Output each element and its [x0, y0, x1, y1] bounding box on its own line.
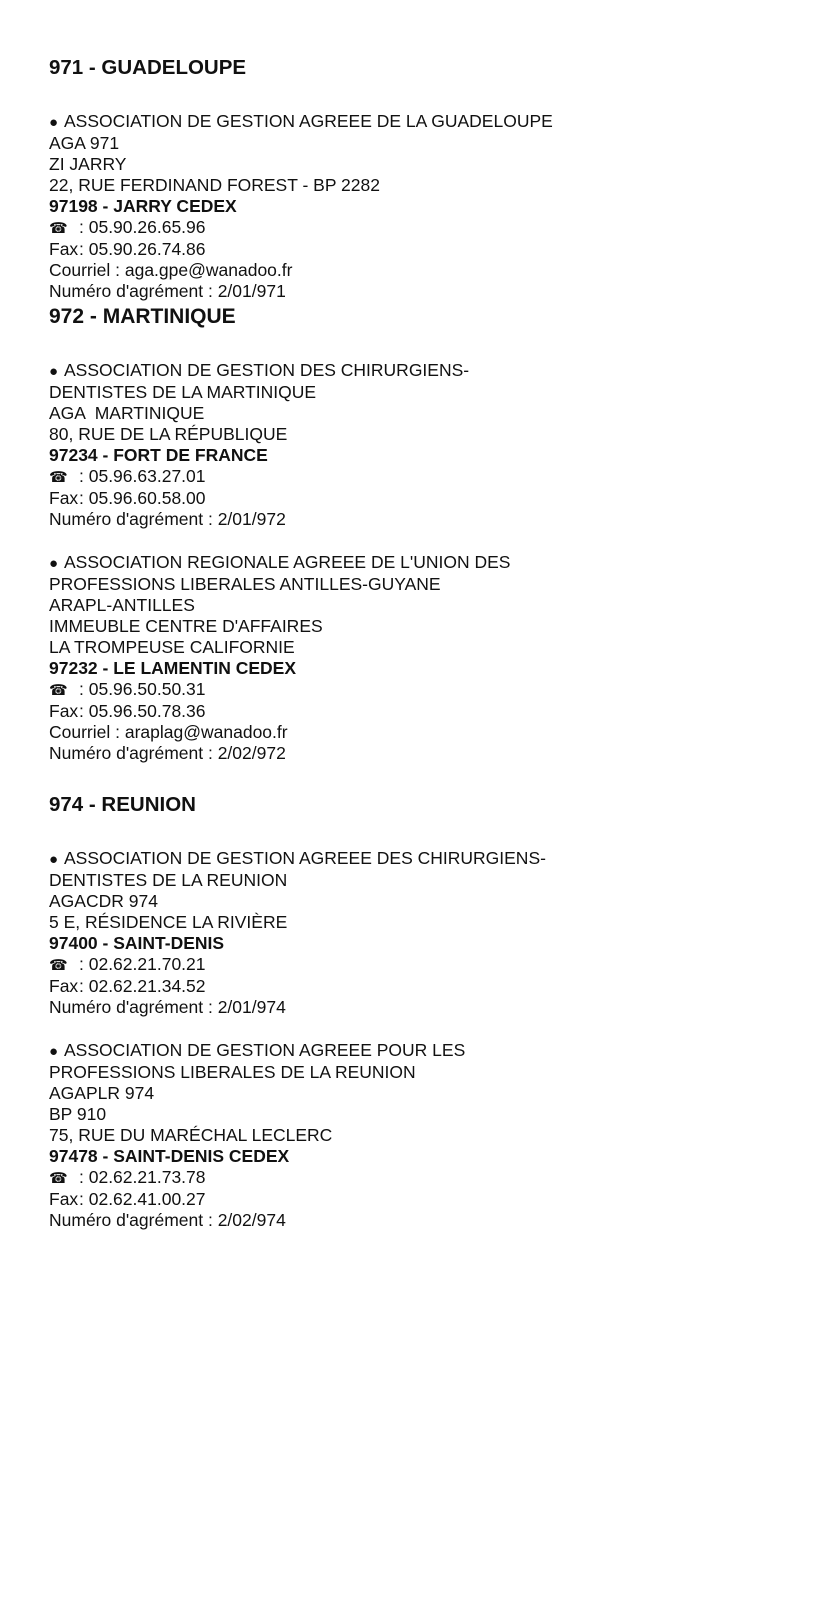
fax-label: Fax	[49, 701, 79, 721]
bullet-icon: ●	[49, 1043, 59, 1060]
address-line: 5 E, RÉSIDENCE LA RIVIÈRE	[49, 912, 288, 932]
association-acronym: AGAPLR 974	[49, 1083, 155, 1103]
fax-number: : 02.62.41.00.27	[79, 1189, 206, 1209]
agrement-number: Numéro d'agrément : 2/01/972	[49, 509, 286, 529]
phone-number: : 05.90.26.65.96	[79, 217, 206, 237]
association-entry	[49, 360, 809, 530]
association-name-cont: DENTISTES DE LA REUNION	[49, 870, 288, 890]
association-name: ASSOCIATION REGIONALE AGREEE DE L'UNION DES	[63, 552, 511, 572]
directory-page	[49, 55, 809, 1231]
fax-label: Fax	[49, 239, 79, 259]
agrement-number: Numéro d'agrément : 2/02/972	[49, 743, 286, 763]
fax-number: : 05.96.60.58.00	[79, 488, 206, 508]
association-name: ASSOCIATION DE GESTION AGREEE DES CHIRURGIENS-	[63, 848, 546, 868]
address-line: 22, RUE FERDINAND FOREST - BP 2282	[49, 175, 380, 195]
postal-city: 97478 - SAINT-DENIS CEDEX	[49, 1146, 290, 1166]
association-name-cont: PROFESSIONS LIBERALES ANTILLES-GUYANE	[49, 574, 441, 594]
association-acronym: AGA 971	[49, 133, 120, 153]
fax-label: Fax	[49, 976, 79, 996]
fax-number: : 05.96.50.78.36	[79, 701, 206, 721]
telephone-icon: ☎	[49, 220, 68, 237]
association-acronym: AGACDR 974	[49, 891, 158, 911]
association-name-cont: DENTISTES DE LA MARTINIQUE	[49, 382, 317, 402]
address-line: IMMEUBLE CENTRE D'AFFAIRES	[49, 616, 323, 636]
phone-number: : 05.96.63.27.01	[79, 466, 206, 486]
association-acronym: AGA MARTINIQUE	[49, 403, 205, 423]
agrement-number: Numéro d'agrément : 2/02/974	[49, 1210, 286, 1230]
association-name-cont: PROFESSIONS LIBERALES DE LA REUNION	[49, 1062, 416, 1082]
address-line: ZI JARRY	[49, 154, 127, 174]
address-line: BP 910	[49, 1104, 107, 1124]
fax-label: Fax	[49, 488, 79, 508]
bullet-icon: ●	[49, 851, 59, 868]
region-heading-971: 971 - GUADELOUPE	[49, 56, 247, 79]
postal-city: 97198 - JARRY CEDEX	[49, 196, 237, 216]
fax-number: : 05.90.26.74.86	[79, 239, 206, 259]
postal-city: 97234 - FORT DE FRANCE	[49, 445, 268, 465]
postal-city: 97400 - SAINT-DENIS	[49, 933, 225, 953]
email: Courriel : araplag@wanadoo.fr	[49, 722, 288, 742]
telephone-icon: ☎	[49, 682, 68, 699]
association-entry	[49, 111, 809, 302]
bullet-icon: ●	[49, 555, 59, 572]
phone-number: : 02.62.21.73.78	[79, 1167, 206, 1187]
association-name: ASSOCIATION DE GESTION DES CHIRURGIENS-	[63, 360, 470, 380]
association-entry	[49, 848, 809, 1018]
telephone-icon: ☎	[49, 957, 68, 974]
postal-city: 97232 - LE LAMENTIN CEDEX	[49, 658, 296, 678]
address-line: 75, RUE DU MARÉCHAL LECLERC	[49, 1125, 333, 1145]
fax-label: Fax	[49, 1189, 79, 1209]
association-entry	[49, 1040, 809, 1231]
bullet-icon: ●	[49, 363, 59, 380]
association-acronym: ARAPL-ANTILLES	[49, 595, 195, 615]
agrement-number: Numéro d'agrément : 2/01/974	[49, 997, 286, 1017]
address-line: 80, RUE DE LA RÉPUBLIQUE	[49, 424, 288, 444]
region-heading-974: 974 - REUNION	[49, 793, 196, 816]
address-line: LA TROMPEUSE CALIFORNIE	[49, 637, 295, 657]
telephone-icon: ☎	[49, 469, 68, 486]
agrement-number: Numéro d'agrément : 2/01/971	[49, 281, 286, 301]
association-name: ASSOCIATION DE GESTION AGREEE DE LA GUADELOUPE	[63, 111, 553, 131]
association-name: ASSOCIATION DE GESTION AGREEE POUR LES	[63, 1040, 466, 1060]
phone-number: : 05.96.50.50.31	[79, 679, 206, 699]
fax-number: : 02.62.21.34.52	[79, 976, 206, 996]
telephone-icon: ☎	[49, 1170, 68, 1187]
bullet-icon: ●	[49, 114, 59, 131]
phone-number: : 02.62.21.70.21	[79, 954, 206, 974]
email: Courriel : aga.gpe@wanadoo.fr	[49, 260, 293, 280]
association-entry	[49, 552, 809, 764]
region-heading-972: 972 - MARTINIQUE	[49, 305, 236, 328]
